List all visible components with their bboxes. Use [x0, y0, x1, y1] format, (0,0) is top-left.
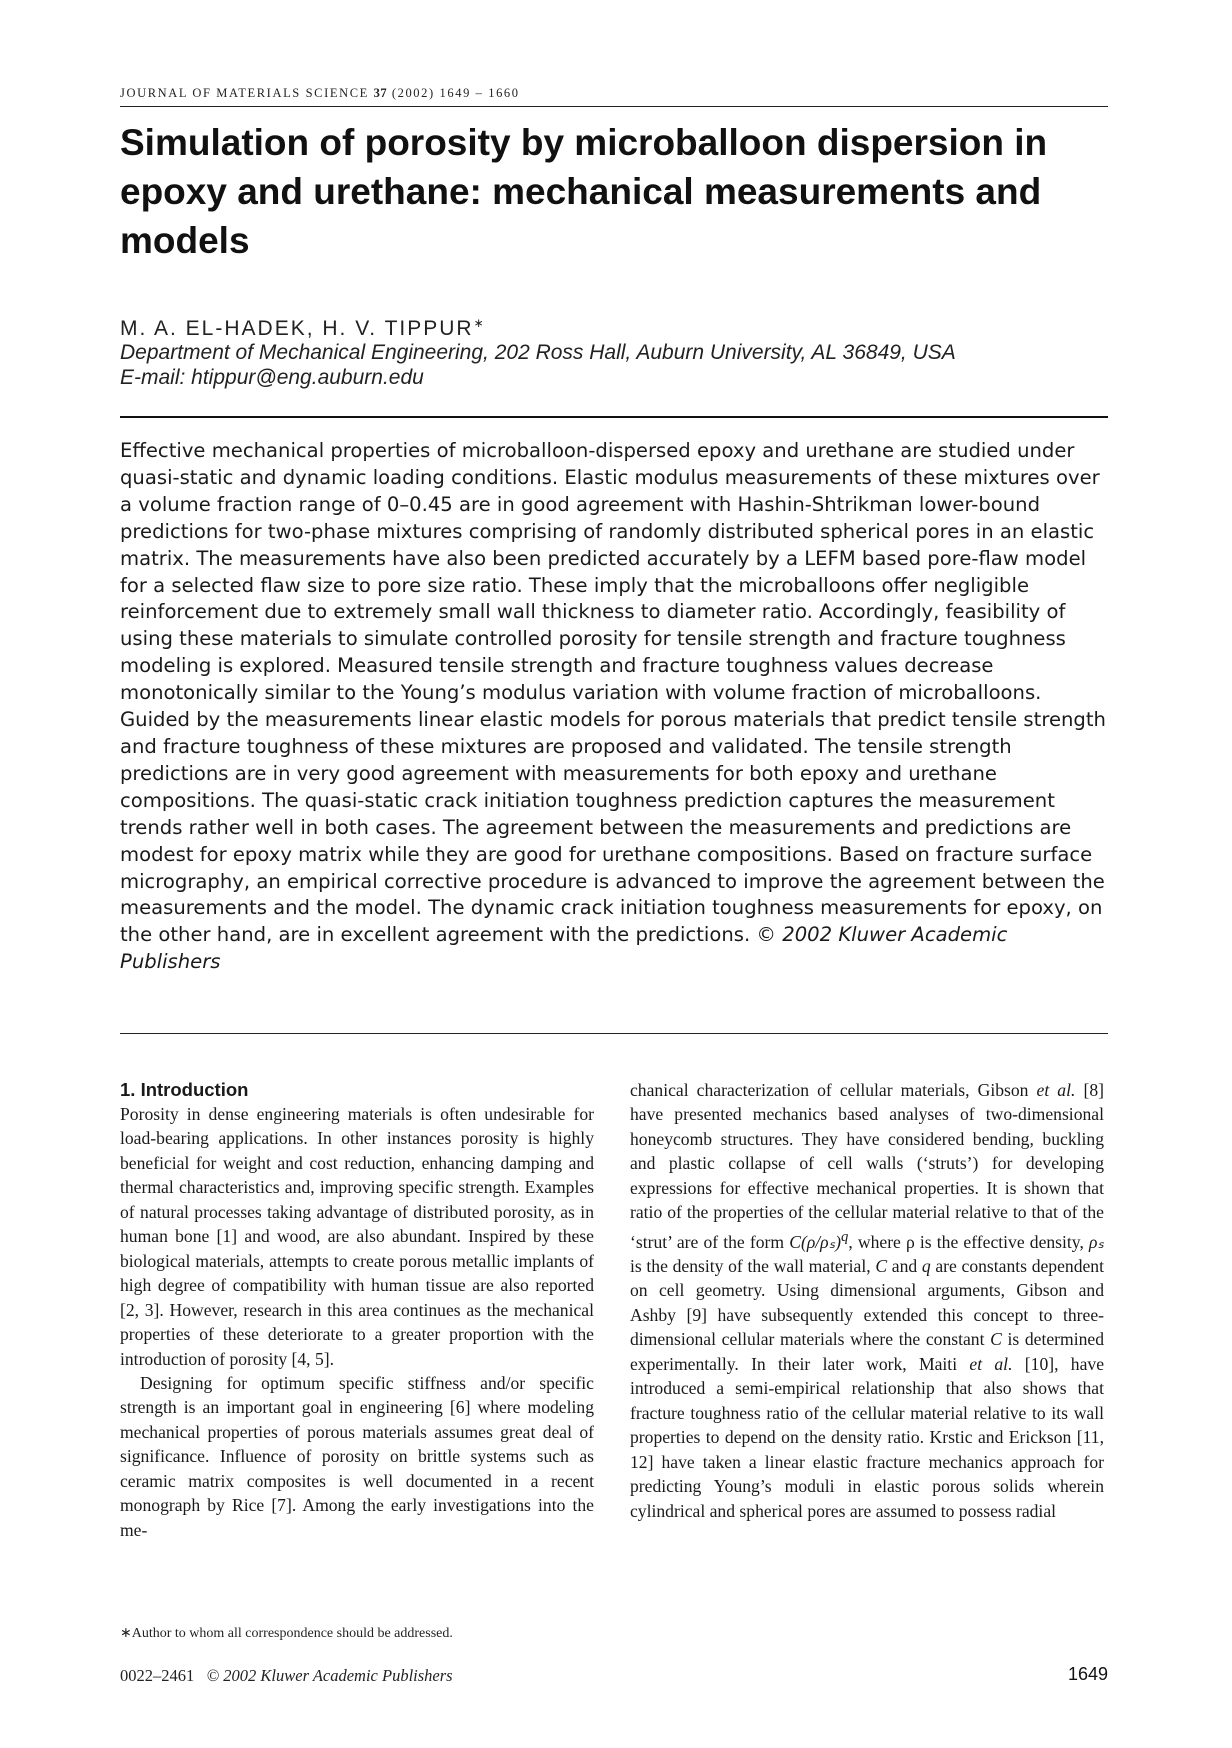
text-run: [10], have introduced a semi-empirical relationship that also shows that fracture toughness ratio of the cellular material relative to its wall properties to depend on the density ratio. Krstic and Erickson [11, 12] have taken a linear elastic fracture mechanics approach for predicting Young’s moduli in elastic porous solids wherein cylindrical and spherical pores are assumed to possess radial — [630, 1353, 1105, 1521]
text-run: , where ρ is the effective density, — [848, 1231, 1089, 1252]
intro-paragraph-2: Designing for optimum specific stiffness and/or specific strength is an important goal in engineering [6] where modeling mechanical properties of porous materials assumes great deal of significance. Influence of porosity on brittle systems such as ceramic matrix composites is well documented in a recent monograph by Rice [7]. Among the early investigations into the me- — [120, 1372, 594, 1540]
affiliation-block — [120, 340, 1120, 390]
page-number: 1649 — [1067, 1664, 1108, 1684]
text-run: chanical characterization of cellular materials, Gibson — [630, 1080, 1037, 1100]
symbol-c: C — [990, 1329, 1002, 1350]
running-head — [120, 86, 1108, 101]
header-divider — [120, 106, 1108, 107]
paper-title: Simulation of porosity by microballoon dispersion in epoxy and urethane: mechanical measurements and models — [120, 122, 1048, 261]
citation-etal: et al. — [969, 1353, 1013, 1374]
journal-pages: 1649 – 1660 — [439, 86, 520, 100]
section-heading: 1. Introduction — [120, 1079, 249, 1100]
symbol-rho-s: ρₛ — [1088, 1231, 1104, 1252]
footnote: ∗Author to whom all correspondence should be addressed. — [120, 1626, 453, 1641]
abstract-bottom-rule — [120, 1033, 1108, 1034]
formula-exponent: q — [841, 1228, 849, 1245]
symbol-q: q — [921, 1256, 931, 1277]
journal-volume: 37 — [373, 86, 388, 100]
author-list — [120, 316, 484, 341]
symbol-c: C — [875, 1256, 888, 1277]
text-run: are constants dependent on cell geometry. Using dimensional arguments, Gibson and Ashby [9] have subsequently extended this concept to three-dimensional cellular materials where the constant — [630, 1256, 1104, 1350]
text-run: [8] have presented mechanics based analyses of two-dimensional honeycomb structures. They have considered bending, buckling and plastic collapse of cell walls (‘struts’) for developing expressions for effective mechanical properties. It is shown that ratio of the properties of the cellular material relative to that of the ‘strut’ are of the form — [630, 1080, 1105, 1252]
left-column — [120, 1078, 594, 1542]
author-names: M. A. EL-HADEK, H. V. TIPPUR — [120, 317, 474, 340]
abstract-text: Effective mechanical properties of microballoon-dispersed epoxy and urethane are studied under quasi-static and dynamic loading conditions. Elastic modulus measurements of these mixtures over a volume fraction range of 0–0.45 are in good agreement with Hashin-Shtrikman lower-bound predictions for two-phase mixtures comprising of randomly distributed spherical pores in an elastic matrix. The measurements have also been predicted accurately by a LEFM based pore-flaw model for a selected flaw size to pore size ratio. These imply that the microballoons offer negligible reinforcement due to extremely small wall thickness to diameter ratio. Accordingly, feasibility of using these materials to simulate controlled porosity for tensile strength and fracture toughness modeling is explored. Measured tensile strength and fracture toughness values decrease monotonically similar to the Young’s modulus variation with volume fraction of microballoons. Guided by the measurements linear elastic models for porous materials that predict tensile strength and fracture toughness of these mixtures are proposed and validated. The tensile strength predictions are in very good agreement with measurements for both epoxy and urethane compositions. The quasi-static crack initiation toughness prediction captures the measurement trends rather well in both cases. The agreement between the measurements and predictions are modest for epoxy matrix while they are good for urethane compositions. Based on fracture surface micrography, an empirical corrective procedure is advanced to improve the agreement between the measurements and the model. The dynamic crack initiation toughness measurements for epoxy, on the other hand, are in excellent agreement with the predictions. — [120, 439, 1106, 947]
formula-ratio: C(ρ/ρₛ) — [789, 1231, 842, 1252]
text-run: and — [887, 1256, 922, 1277]
publisher-copyright: © 2002 Kluwer Academic Publishers — [206, 1666, 453, 1685]
corresponding-author-mark: ∗ — [473, 316, 484, 330]
journal-year: (2002) — [391, 86, 435, 100]
issn-number: 0022–2461 — [120, 1666, 195, 1685]
issn-line — [120, 1666, 453, 1686]
abstract — [120, 438, 1108, 976]
citation-etal: et al. — [1036, 1080, 1076, 1100]
affiliation: Department of Mechanical Engineering, 202 Ross Hall, Auburn University, AL 36849, USA — [120, 341, 956, 364]
intro-paragraph-1: Porosity in dense engineering materials is often undesirable for load-bearing applications. In other instances porosity is highly beneficial for weight and cost reduction, enhancing damping and thermal characteristics and, improving specific strength. Examples of natural processes taking advantage of distributed porosity, as in human bone [1] and wood, are also abundant. Inspired by these biological materials, attempts to create porous metallic implants of high degree of compatibility with human tissue are also reported [2, 3]. However, research in this area continues as the mechanical properties of these deteriorate to a greater proportion with the introduction of porosity [4, 5]. — [120, 1104, 594, 1369]
abstract-top-rule — [120, 416, 1108, 418]
right-column — [630, 1078, 1104, 1523]
journal-name: JOURNAL OF MATERIALS SCIENCE — [120, 86, 369, 100]
abstract-copyright: © 2002 Kluwer Academic Publishers — [120, 923, 1008, 974]
text-run: is the density of the wall material, — [630, 1256, 876, 1277]
email-address: E-mail: htippur@eng.auburn.edu — [120, 366, 424, 389]
text-run: is determined experimentally. In their later work, Maiti — [630, 1329, 1104, 1374]
intro-paragraph-3 — [630, 1078, 1104, 1523]
